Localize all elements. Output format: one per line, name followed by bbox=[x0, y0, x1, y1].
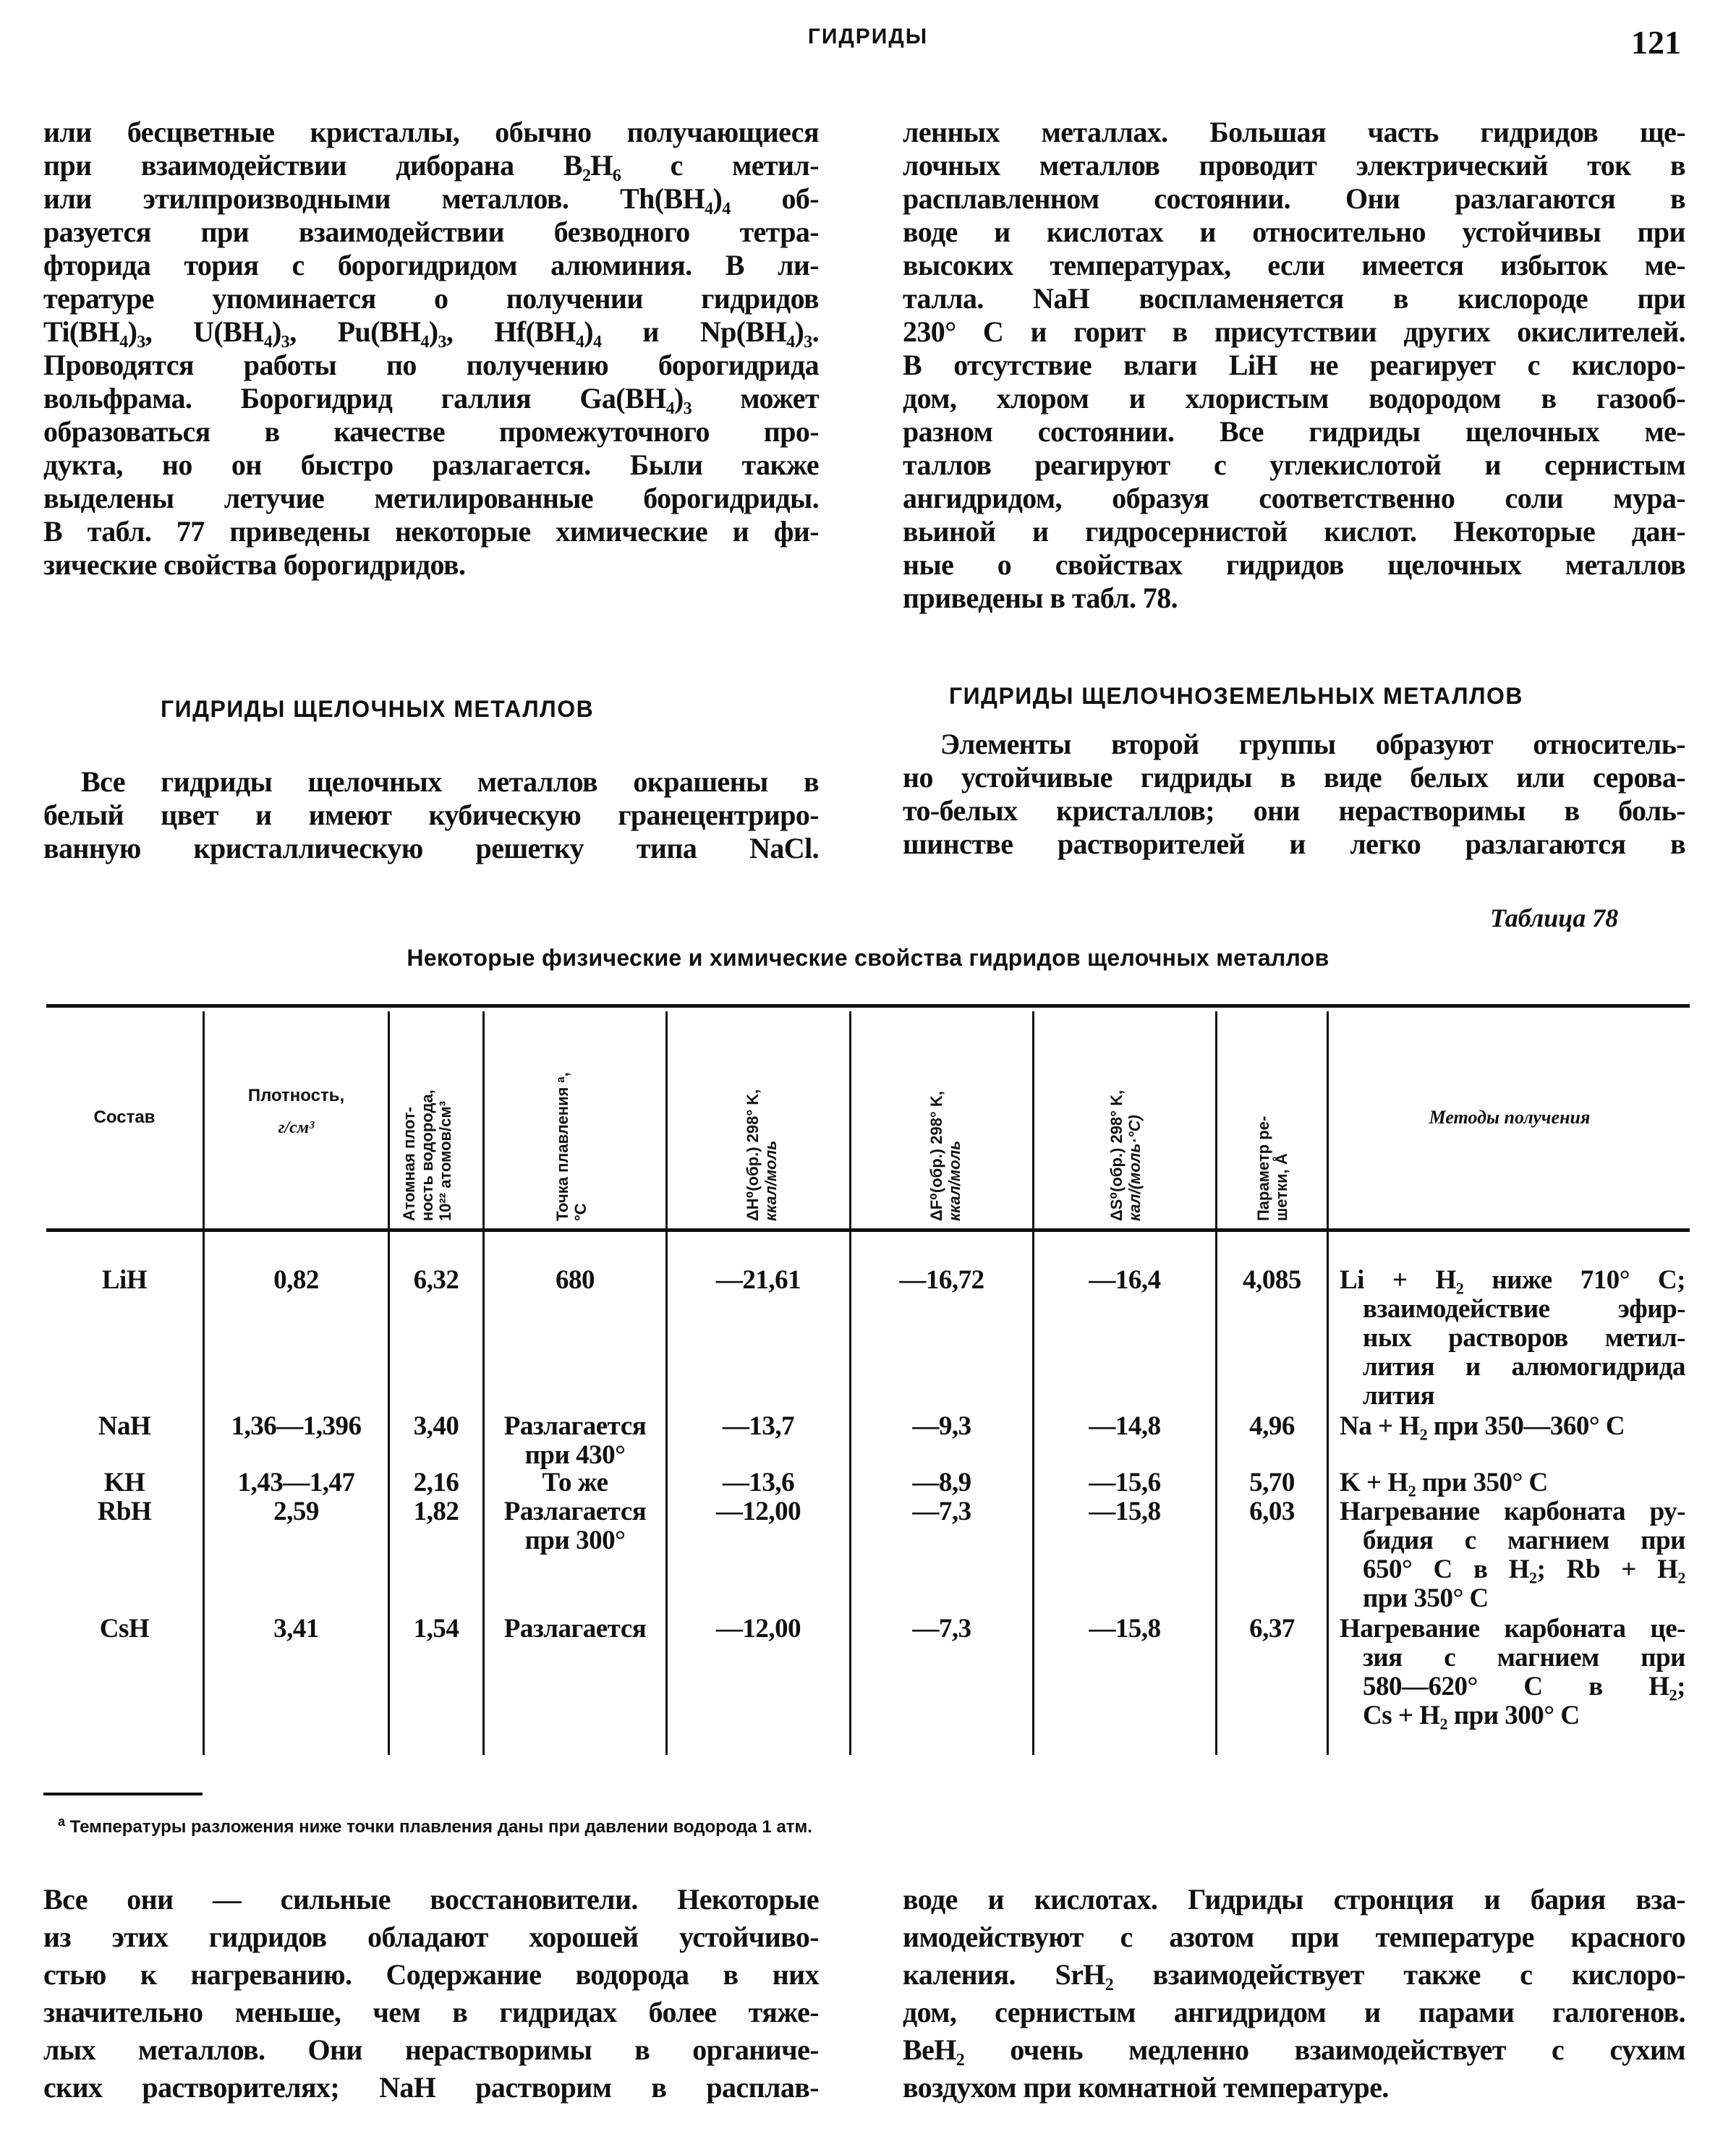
method-line: Na + H₂ при 350—360° C bbox=[1340, 1411, 1625, 1441]
text-line: шинстве растворителей и легко разлагаются в bbox=[903, 828, 1685, 860]
method-line: лития и алюмогидрида bbox=[1363, 1352, 1685, 1382]
text-line: воде и кислотах. Гидриды стронция и бария вза- bbox=[903, 1883, 1685, 1916]
header-enthalpy-line: ΔH⁰(обр.) 298° K, bbox=[744, 1089, 762, 1221]
method-line: 580—620° C в H₂; bbox=[1363, 1672, 1685, 1701]
melting-point-line: при 430° bbox=[524, 1440, 626, 1470]
header-atomic-density-line: Атомная плот- bbox=[400, 1107, 418, 1221]
right-paragraph-2 bbox=[903, 728, 1685, 861]
text-line: ских растворителях; NaH растворим в расплав- bbox=[43, 2071, 819, 2104]
text-line: ангидридом, образуя соответственно соли мура- bbox=[903, 482, 1685, 514]
text-line: воздухом при комнатной температуре. bbox=[903, 2071, 1389, 2104]
left-paragraph-1 bbox=[43, 116, 819, 582]
cell-atomic-density: 6,32 bbox=[413, 1265, 459, 1295]
text-line: разном состоянии. Все гидриды щелочных ме- bbox=[903, 415, 1685, 448]
table-header-rule bbox=[46, 1228, 1690, 1232]
bottom-left-paragraph bbox=[43, 1881, 819, 2107]
text-line: Все гидриды щелочных металлов окрашены в bbox=[81, 765, 819, 798]
text-line: из этих гидридов обладают хорошей устойчиво- bbox=[43, 1921, 819, 1953]
cell-entropy: —15,6 bbox=[1089, 1468, 1161, 1497]
method-line: взаимодействие эфир- bbox=[1363, 1294, 1685, 1324]
table-top-rule bbox=[46, 1004, 1690, 1008]
cell-enthalpy: —12,00 bbox=[715, 1614, 801, 1644]
header-melting-point-line: °C bbox=[571, 1203, 590, 1221]
table-footnote bbox=[58, 1814, 812, 1837]
running-head-title: ГИДРИДЫ bbox=[807, 25, 929, 48]
text-line: белый цвет и имеют кубическую гранецентриро- bbox=[43, 799, 819, 831]
melting-point-line: Разлагается bbox=[503, 1497, 647, 1526]
text-line: зические свойства борогидридов. bbox=[43, 548, 466, 581]
text-line: ные о свойствах гидридов щелочных металлов bbox=[903, 548, 1685, 581]
text-line: выделены летучие метилированные борогидриды. bbox=[43, 482, 819, 514]
cell-free-energy: —16,72 bbox=[899, 1265, 984, 1295]
header-density-unit: г/см³ bbox=[278, 1118, 315, 1137]
text-line: значительно меньше, чем в гидридах более тяже- bbox=[43, 1996, 819, 2028]
right-paragraph-1 bbox=[903, 116, 1685, 615]
cell-composition: KH bbox=[103, 1468, 145, 1497]
cell-methods bbox=[1340, 1615, 1685, 1730]
method-line: лития bbox=[1363, 1381, 1435, 1411]
cell-density: 1,43—1,47 bbox=[237, 1468, 355, 1497]
section-heading-alkaline-earth-hydrides: ГИДРИДЫ ЩЕЛОЧНОЗЕМЕЛЬНЫХ МЕТАЛЛОВ bbox=[949, 683, 1524, 709]
cell-free-energy: —8,9 bbox=[912, 1468, 971, 1497]
text-line: дукта, но он быстро разлагается. Были также bbox=[43, 449, 819, 481]
text-line: или этилпроизводными металлов. Th(BH₄)₄ об- bbox=[43, 182, 819, 215]
cell-composition: LiH bbox=[101, 1265, 148, 1295]
text-line: воде и кислотах и относительно устойчивы при bbox=[903, 216, 1685, 248]
text-line: В отсутствие влаги LiH не реагирует с кислоро- bbox=[903, 349, 1685, 381]
text-line: тературе упоминается о получении гидридов bbox=[43, 282, 819, 315]
text-line: ванную кристаллическую решетку типа NaCl. bbox=[43, 832, 819, 864]
cell-free-energy: —7,3 bbox=[912, 1497, 971, 1526]
text-line: Элементы второй группы образуют относитель- bbox=[940, 728, 1685, 760]
header-lattice-line: шетки, Å bbox=[1272, 1153, 1290, 1221]
cell-melting-point: 680 bbox=[556, 1265, 595, 1295]
method-line: Li + H₂ ниже 710° C; bbox=[1340, 1265, 1685, 1295]
text-line: 230° C и горит в присутствии других окислителей. bbox=[903, 315, 1685, 348]
cell-atomic-density: 2,16 bbox=[413, 1468, 459, 1497]
cell-methods bbox=[1340, 1412, 1685, 1441]
method-line: Нагревание карбоната ру- bbox=[1340, 1497, 1685, 1526]
header-methods: Методы получения bbox=[1429, 1107, 1591, 1128]
method-line: ных растворов метил- bbox=[1363, 1323, 1685, 1353]
cell-atomic-density: 3,40 bbox=[413, 1411, 459, 1441]
text-line: вьиной и гидросернистой кислот. Некоторые дан- bbox=[903, 515, 1685, 548]
cell-entropy: —15,8 bbox=[1089, 1614, 1161, 1644]
cell-entropy: —15,8 bbox=[1089, 1497, 1161, 1526]
cell-methods bbox=[1340, 1497, 1685, 1613]
text-line: Все они — сильные восстановители. Некоторые bbox=[43, 1883, 819, 1916]
cell-melting-point: То же bbox=[542, 1468, 608, 1497]
text-line: разуется при взаимодействии безводного тетра- bbox=[43, 216, 819, 248]
cell-lattice: 6,37 bbox=[1249, 1614, 1295, 1644]
header-enthalpy-unit: ккал/моль bbox=[762, 1140, 780, 1221]
text-line: BeH₂ очень медленно взаимодействует с сухим bbox=[903, 2033, 1685, 2066]
melting-point-line: Разлагается bbox=[503, 1411, 647, 1441]
cell-enthalpy: —12,00 bbox=[715, 1497, 801, 1526]
text-line: В табл. 77 приведены некоторые химические и фи- bbox=[43, 515, 819, 548]
cell-melting-point bbox=[485, 1412, 665, 1470]
text-line: Ti(BH₄)₃, U(BH₄)₃, Pu(BH₄)₃, Hf(BH₄)₄ и Np(BH₄)₃. bbox=[43, 315, 819, 348]
text-line: дом, сернистым ангидридом и парами галогенов. bbox=[903, 1996, 1685, 2028]
text-line: или бесцветные кристаллы, обычно получающиеся bbox=[43, 116, 819, 148]
text-line: ленных металлах. Большая часть гидридов ще- bbox=[903, 116, 1685, 148]
header-entropy-line: ΔS⁰(обр.) 298° K, bbox=[1107, 1089, 1126, 1221]
header-melting-point bbox=[553, 1072, 590, 1221]
text-line: вольфрама. Борогидрид галлия Ga(BH₄)₃ может bbox=[43, 382, 819, 415]
cell-methods bbox=[1340, 1468, 1685, 1497]
method-line: Нагревание карбоната це- bbox=[1340, 1614, 1685, 1644]
header-atomic-density-line: ность водорода, bbox=[418, 1089, 436, 1221]
cell-lattice: 6,03 bbox=[1249, 1497, 1295, 1526]
header-composition: Состав bbox=[93, 1108, 156, 1127]
cell-density: 3,41 bbox=[273, 1614, 319, 1644]
text-line: образоваться в качестве промежуточного про- bbox=[43, 415, 819, 448]
header-lattice-line: Параметр ре- bbox=[1254, 1115, 1272, 1221]
text-line: дом, хлором и хлористым водородом в газооб- bbox=[903, 382, 1685, 415]
footnote-rule bbox=[43, 1793, 203, 1795]
cell-enthalpy: —21,61 bbox=[715, 1265, 801, 1295]
cell-atomic-density: 1,54 bbox=[413, 1614, 459, 1644]
cell-lattice: 4,96 bbox=[1249, 1411, 1295, 1441]
melting-point-line: при 300° bbox=[524, 1526, 626, 1555]
text-line: но устойчивые гидриды в виде белых или серова- bbox=[903, 761, 1685, 794]
cell-density: 1,36—1,396 bbox=[231, 1411, 362, 1441]
header-atomic-density-line: 10²² атомов/см³ bbox=[436, 1101, 454, 1221]
header-atomic-density bbox=[400, 1089, 454, 1221]
method-line: зия с магнием при bbox=[1363, 1643, 1685, 1672]
cell-enthalpy: —13,6 bbox=[722, 1468, 795, 1497]
cell-composition: CsH bbox=[99, 1614, 150, 1644]
left-paragraph-2 bbox=[43, 765, 819, 865]
header-lattice-parameter bbox=[1254, 1116, 1290, 1221]
cell-methods bbox=[1340, 1266, 1685, 1411]
header-melting-point-line: Точка плавления ᵃ, bbox=[553, 1072, 571, 1221]
text-line: талла. NaH воспламеняется в кислороде при bbox=[903, 282, 1685, 315]
header-entropy bbox=[1107, 1090, 1144, 1221]
header-density bbox=[205, 1085, 388, 1139]
text-line: то-белых кристаллов; они нерастворимы в боль- bbox=[903, 794, 1685, 827]
cell-composition: RbH bbox=[97, 1497, 152, 1526]
header-density-label: Плотность, bbox=[247, 1086, 345, 1105]
text-line: лочных металлов проводит электрический ток в bbox=[903, 149, 1685, 182]
text-line: приведены в табл. 78. bbox=[903, 582, 1178, 614]
cell-density: 2,59 bbox=[273, 1497, 319, 1526]
section-heading-alkali-hydrides: ГИДРИДЫ ЩЕЛОЧНЫХ МЕТАЛЛОВ bbox=[161, 696, 595, 722]
header-enthalpy bbox=[744, 1089, 780, 1221]
cell-composition: NaH bbox=[98, 1411, 151, 1441]
text-line: имодействуют с азотом при температуре красного bbox=[903, 1921, 1685, 1953]
bottom-right-paragraph bbox=[903, 1881, 1685, 2107]
cell-free-energy: —7,3 bbox=[912, 1614, 971, 1644]
column-divider bbox=[1327, 1011, 1329, 1755]
method-line: K + H₂ при 350° C bbox=[1340, 1468, 1548, 1497]
header-entropy-unit: кал/(моль·°C) bbox=[1126, 1115, 1144, 1221]
table-label: Таблица 78 bbox=[1490, 904, 1619, 932]
cell-melting-point: Разлагается bbox=[503, 1614, 647, 1644]
method-line: при 350° C bbox=[1363, 1584, 1489, 1613]
text-line: при взаимодействии диборана B₂H₆ с метил- bbox=[43, 149, 819, 182]
cell-enthalpy: —13,7 bbox=[722, 1411, 795, 1441]
cell-entropy: —14,8 bbox=[1089, 1411, 1161, 1441]
text-line: высоких температурах, если имеется избыток ме- bbox=[903, 249, 1685, 281]
cell-melting-point bbox=[485, 1497, 665, 1555]
text-line: стью к нагреванию. Содержание водорода в них bbox=[43, 1958, 819, 1991]
method-line: бидия с магнием при bbox=[1363, 1526, 1685, 1555]
text-line: лых металлов. Они нерастворимы в органиче- bbox=[43, 2033, 819, 2066]
text-line: расплавленном состоянии. Они разлагаются в bbox=[903, 182, 1685, 215]
method-line: Cs + H₂ при 300° C bbox=[1363, 1701, 1580, 1730]
cell-lattice: 5,70 bbox=[1249, 1468, 1295, 1497]
header-free-energy-unit: ккал/моль bbox=[945, 1140, 963, 1221]
footnote-text: Температуры разложения ниже точки плавления даны при давлении водорода 1 атм. bbox=[69, 1817, 812, 1837]
cell-entropy: —16,4 bbox=[1089, 1265, 1161, 1295]
text-line: таллов реагируют с углекислотой и сернистым bbox=[903, 449, 1685, 481]
method-line: 650° C в H₂; Rb + H₂ bbox=[1363, 1555, 1685, 1584]
text-line: каления. SrH₂ взаимодействует также с кислоро- bbox=[903, 1958, 1685, 1991]
header-free-energy bbox=[927, 1091, 963, 1221]
page-number: 121 bbox=[1631, 24, 1681, 61]
text-line: Проводятся работы по получению борогидрида bbox=[43, 349, 819, 381]
cell-density: 0,82 bbox=[273, 1265, 319, 1295]
text-line: фторида тория с борогидридом алюминия. В ли- bbox=[43, 249, 819, 281]
table-title: Некоторые физические и химические свойства гидридов щелочных металлов bbox=[407, 945, 1329, 971]
header-free-energy-line: ΔF⁰(обр.) 298° K, bbox=[927, 1091, 945, 1221]
footnote-marker: а bbox=[58, 1814, 66, 1829]
cell-atomic-density: 1,82 bbox=[413, 1497, 459, 1526]
cell-lattice: 4,085 bbox=[1243, 1265, 1301, 1295]
cell-free-energy: —9,3 bbox=[912, 1411, 971, 1441]
